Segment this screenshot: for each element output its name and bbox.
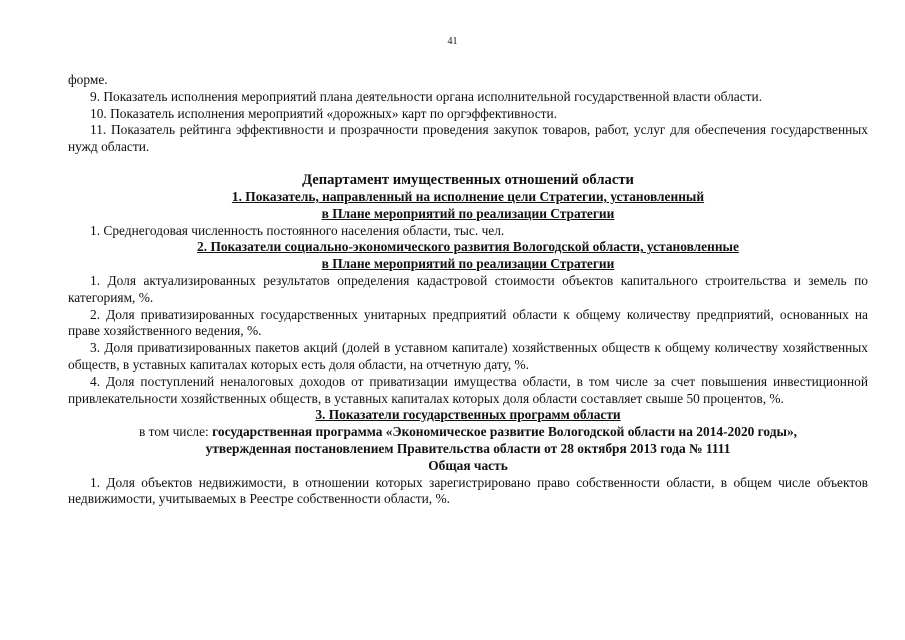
section2-heading-line2: в Плане мероприятий по реализации Стратегии	[321, 256, 615, 272]
list-item: 1. Доля объектов недвижимости, в отношении которых зарегистрировано право собственности области, в общем числе объектов недвижимости, учитываемых в Реестре собственности области, %.	[68, 474, 868, 507]
list-item: 2. Доля приватизированных государственных унитарных предприятий области к общему количеству предприятий, основанных на праве хозяйственного ведения, %.	[68, 306, 868, 339]
section1-heading-line1: 1. Показатель, направленный на исполнение цели Стратегии, установленный	[231, 188, 705, 204]
program-line2: утвержденная постановлением Правительства области от 28 октября 2013 года № 1111	[205, 440, 731, 456]
list-item: 9. Показатель исполнения мероприятий плана деятельности органа исполнительной государственной власти области.	[90, 88, 763, 104]
part-title: Общая часть	[428, 457, 508, 473]
program-title: государственная программа «Экономическое развитие Вологодской области на 2014-2020 годы»,	[212, 424, 798, 440]
section3-heading: 3. Показатели государственных программ области	[315, 407, 621, 423]
program-line1	[68, 424, 868, 441]
page-number: 41	[447, 36, 458, 47]
list-item: 10. Показатель исполнения мероприятий «дорожных» карт по оргэффективности.	[90, 105, 557, 121]
continuation-line: форме.	[68, 72, 108, 87]
section-gap	[68, 156, 868, 172]
list-item: 1. Среднегодовая численность постоянного населения области, тыс. чел.	[90, 222, 505, 238]
list-item: 4. Доля поступлений неналоговых доходов от приватизации имущества области, в том числе за счет повышения инвестиционной привлекательности хозяйственных обществ, в уставных капиталах которых доля области составляет свыше 50 процентов, %.	[68, 373, 868, 406]
list-item: 1. Доля актуализированных результатов определения кадастровой стоимости объектов капитального строительства и земель по категориям, %.	[68, 272, 868, 305]
program-prefix: в том числе:	[138, 424, 213, 440]
list-item: 11. Показатель рейтинга эффективности и прозрачности проведения закупок товаров, работ, услуг для обеспечения государственных нужд области.	[68, 122, 868, 155]
department-title: Департамент имущественных отношений области	[302, 171, 634, 188]
section2-heading-line1: 2. Показатели социально-экономического развития Вологодской области, установленные	[197, 239, 739, 255]
document-body	[68, 72, 868, 508]
section1-heading-line2: в Плане мероприятий по реализации Стратегии	[321, 205, 615, 221]
list-item: 3. Доля приватизированных пакетов акций (долей в уставном капитале) хозяйственных обществ к общему количеству хозяйственных обществ, в уставных капиталах которых есть доля области, на отчетную дату, %.	[68, 340, 868, 372]
